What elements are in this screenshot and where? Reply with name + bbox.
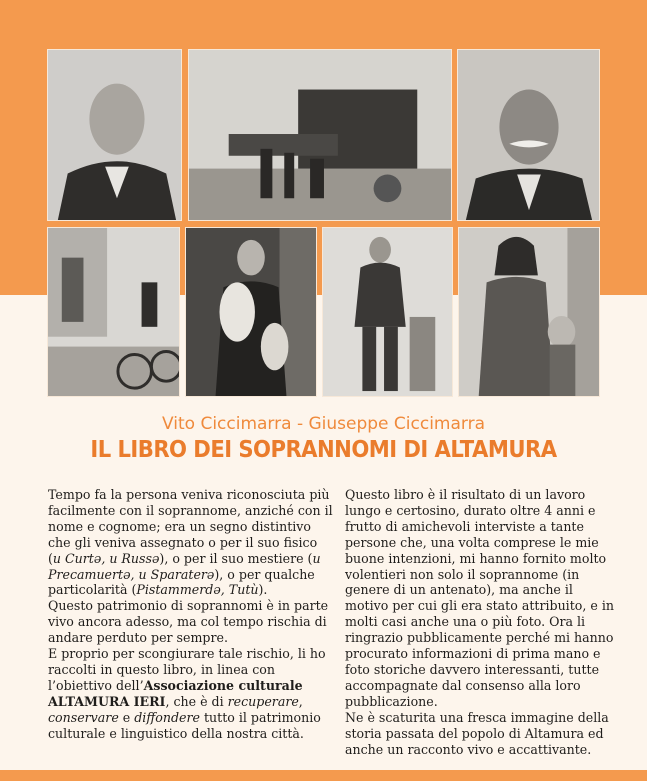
photo-mustached-man-portrait [457, 49, 600, 221]
text-span: Tempo fa la persona veniva riconosciuta più facilmente con il soprannome, anziché con il nome e cognome; era un segno distintivo che gli veniva assegnato o per il suo fisico ( [48, 487, 333, 566]
text-span: ). [258, 582, 268, 598]
right-paragraph-2: Ne è scaturita una fresca immagine della storia passata del popolo di Altamura ed anche un racconto vivo e accattivante. [345, 709, 609, 757]
photo-standing-man-in-suit [322, 227, 453, 397]
text-span: , [298, 693, 303, 709]
text-span: tutto il patrimonio culturale e linguistico della nostra città. [48, 709, 321, 741]
photo-elderly-man-portrait [47, 49, 182, 221]
text-span: , che è di [165, 693, 228, 709]
right-text-column [345, 487, 615, 757]
association-name: Associazione culturale ALTAMURA IERI [48, 677, 303, 709]
left-paragraph-3 [48, 646, 333, 741]
photo-woman-with-children [185, 227, 317, 397]
italic-diffondere: diffondere [134, 709, 200, 725]
left-text-column [48, 487, 333, 742]
italic-nicknames-physical: u Curtə, u Russə [52, 550, 160, 566]
italic-conservare: conservare [48, 709, 119, 725]
book-title: IL LIBRO DEI SOPRANNOMI DI ALTAMURA [90, 437, 557, 463]
left-paragraph-1 [48, 487, 333, 598]
italic-nicknames-trade: u Precamuertə, u Sparaterə [48, 550, 321, 582]
left-paragraph-2: Questo patrimonio di soprannomi è in parte vivo ancora adesso, ma col tempo rischia di andare perduto per sempre. [48, 598, 329, 646]
photo-old-woman-with-child [458, 227, 600, 397]
book-authors: Vito Ciccimarra - Giuseppe Ciccimarra [162, 414, 485, 434]
text-span: e [118, 709, 135, 725]
text-span: E proprio per scongiurare tale rischio, li ho raccolti in questo libro, in linea con l’obiettivo dell’ [48, 646, 326, 693]
orange-footer-band [0, 770, 647, 781]
italic-recuperare: recuperare [227, 693, 299, 709]
photo-threshing-machine-workers [188, 49, 452, 221]
right-paragraph-1: Questo libro è il risultato di un lavoro lungo e certosino, durato oltre 4 anni e frutto di amichevoli interviste a tante persone che, una volta comprese le mie buone intenzioni, mi hanno fornito molto volentieri non solo il soprannome (in genere di un antenato), ma anche il motivo per cui gli era stato attribuito, e in molti casi anche una o più foto. Ora li ringrazio pubblicamente perché mi hanno procurato informazioni di prima mano e foto storiche davvero interessanti, tutte accompagnate dal consenso alla loro pubblicazione. [345, 487, 614, 709]
text-span: ), o per il suo mestiere ( [159, 550, 313, 566]
italic-nicknames-peculiarity: Pistammerdə, Tutù [136, 582, 259, 598]
text-span: ), o per qualche particolarità ( [48, 566, 315, 598]
photo-man-on-bicycle [47, 227, 180, 397]
